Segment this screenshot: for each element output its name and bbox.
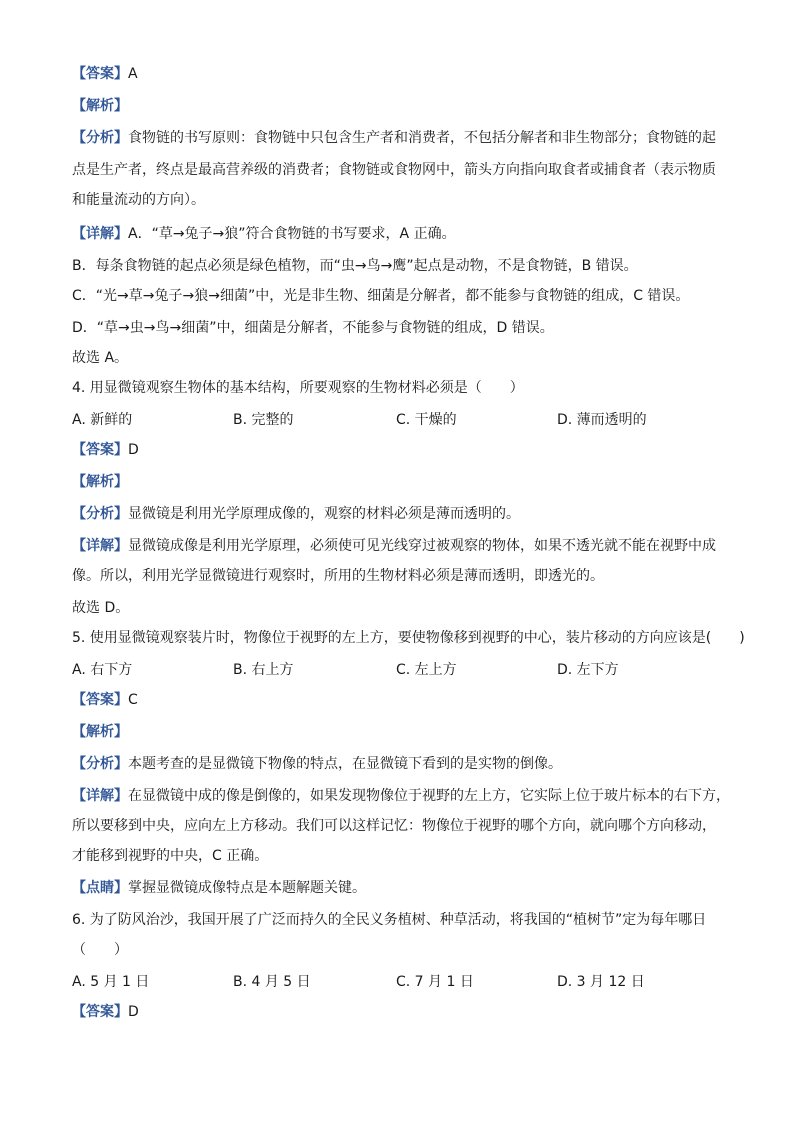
xiangjie-line [72, 786, 730, 806]
answer-line [72, 690, 138, 710]
fenxi-label: 【分析】 [72, 756, 128, 772]
option-d: D. 3 月 12 日 [557, 974, 645, 990]
xiangjie-text: 显微镜成像是利用光学原理，必须使可见光线穿过被观察的物体，如果不透光就不能在视野中成 [128, 538, 716, 554]
question-stem: 6. 为了防风治沙，我国开展了广泛而持久的全民义务植树、种草活动，将我国的“植树节”定为每年哪日 [72, 912, 707, 928]
dianjing-line [72, 878, 366, 898]
fenxi-line [72, 128, 716, 148]
fenxi-line [72, 504, 520, 524]
answer-label: 【答案】 [72, 66, 128, 82]
option-b: B. 右上方 [233, 662, 294, 678]
xiangjie-text: A．“草→兔子→狼”符合食物链的书写要求，A 正确。 [128, 226, 456, 242]
answer-line [72, 440, 139, 460]
option-a: A. 右下方 [72, 662, 133, 678]
fenxi-text: 食物链的书写原则：食物链中只包含生产者和消费者，不包括分解者和非生物部分；食物链的起 [128, 130, 716, 146]
detail-line: B．每条食物链的起点必须是绿色植物，而“虫→鸟→鹰”起点是动物，不是食物链，B 错误。 [72, 258, 638, 274]
question-stem: 5. 使用显微镜观察装片时，物像位于视野的左上方，要使物像移到视野的中心，装片移动的方向应该是( ) [72, 630, 745, 646]
detail-line: D．“草→虫→鸟→细菌”中，细菌是分解者，不能参与食物链的组成，D 错误。 [72, 320, 554, 336]
answer-label: 【答案】 [72, 442, 128, 458]
conclusion-line: 故选 A。 [72, 350, 129, 366]
xiangjie-label: 【详解】 [72, 538, 128, 554]
xiangjie-line [72, 224, 456, 244]
analysis-label: 【解析】 [72, 474, 128, 490]
fenxi-line [72, 754, 562, 774]
xiangjie-label: 【详解】 [72, 226, 128, 242]
answer-value: D [128, 1004, 139, 1020]
question-stem: 4. 用显微镜观察生物体的基本结构，所要观察的生物材料必须是（ ） [72, 380, 524, 396]
answer-label: 【答案】 [72, 1004, 128, 1020]
option-c: C. 干燥的 [396, 412, 457, 428]
xiangjie-text-cont: 所以要移到中央，应向左上方移动。我们可以这样记忆：物像位于视野的哪个方向，就向哪个方向移动， [72, 818, 716, 834]
xiangjie-text-cont: 才能移到视野的中央，C 正确。 [72, 848, 269, 864]
answer-value: A [128, 66, 138, 82]
xiangjie-label: 【详解】 [72, 788, 128, 804]
analysis-label: 【解析】 [72, 724, 128, 740]
fenxi-text-cont: 和能量流动的方向）。 [72, 192, 205, 208]
dianjing-label: 【点睛】 [72, 880, 128, 896]
fenxi-text: 本题考查的是显微镜下物像的特点，在显微镜下看到的是实物的倒像。 [128, 756, 562, 772]
answer-line [72, 64, 138, 84]
question-stem-cont: （ ） [72, 942, 128, 958]
option-d: D. 薄而透明的 [557, 412, 647, 428]
conclusion-line: 故选 D。 [72, 600, 130, 616]
answer-value: D [128, 442, 139, 458]
fenxi-label: 【分析】 [72, 506, 128, 522]
fenxi-text-cont: 点是生产者，终点是最高营养级的消费者；食物链或食物网中，箭头方向指向取食者或捕食者（表示物质 [72, 162, 716, 178]
dianjing-text: 掌握显微镜成像特点是本题解题关键。 [128, 880, 366, 896]
answer-label: 【答案】 [72, 692, 128, 708]
fenxi-text: 显微镜是利用光学原理成像的，观察的材料必须是薄而透明的。 [128, 506, 520, 522]
answer-line [72, 1002, 139, 1022]
option-a: A. 新鲜的 [72, 412, 133, 428]
option-d: D. 左下方 [557, 662, 619, 678]
option-b: B. 4 月 5 日 [233, 974, 311, 990]
detail-line: C．“光→草→兔子→狼→细菌”中，光是非生物、细菌是分解者，都不能参与食物链的组成，C 错误。 [72, 288, 690, 304]
fenxi-label: 【分析】 [72, 130, 128, 146]
xiangjie-text: 在显微镜中成的像是倒像的，如果发现物像位于视野的左上方，它实际上位于玻片标本的右下方， [128, 788, 730, 804]
option-c: C. 7 月 1 日 [396, 974, 474, 990]
xiangjie-line [72, 536, 716, 556]
option-a: A. 5 月 1 日 [72, 974, 150, 990]
option-b: B. 完整的 [233, 412, 294, 428]
analysis-label: 【解析】 [72, 98, 128, 114]
xiangjie-text-cont: 像。所以，利用光学显微镜进行观察时，所用的生物材料必须是薄而透明，即透光的。 [72, 568, 604, 584]
answer-value: C [128, 692, 138, 708]
option-c: C. 左上方 [396, 662, 457, 678]
